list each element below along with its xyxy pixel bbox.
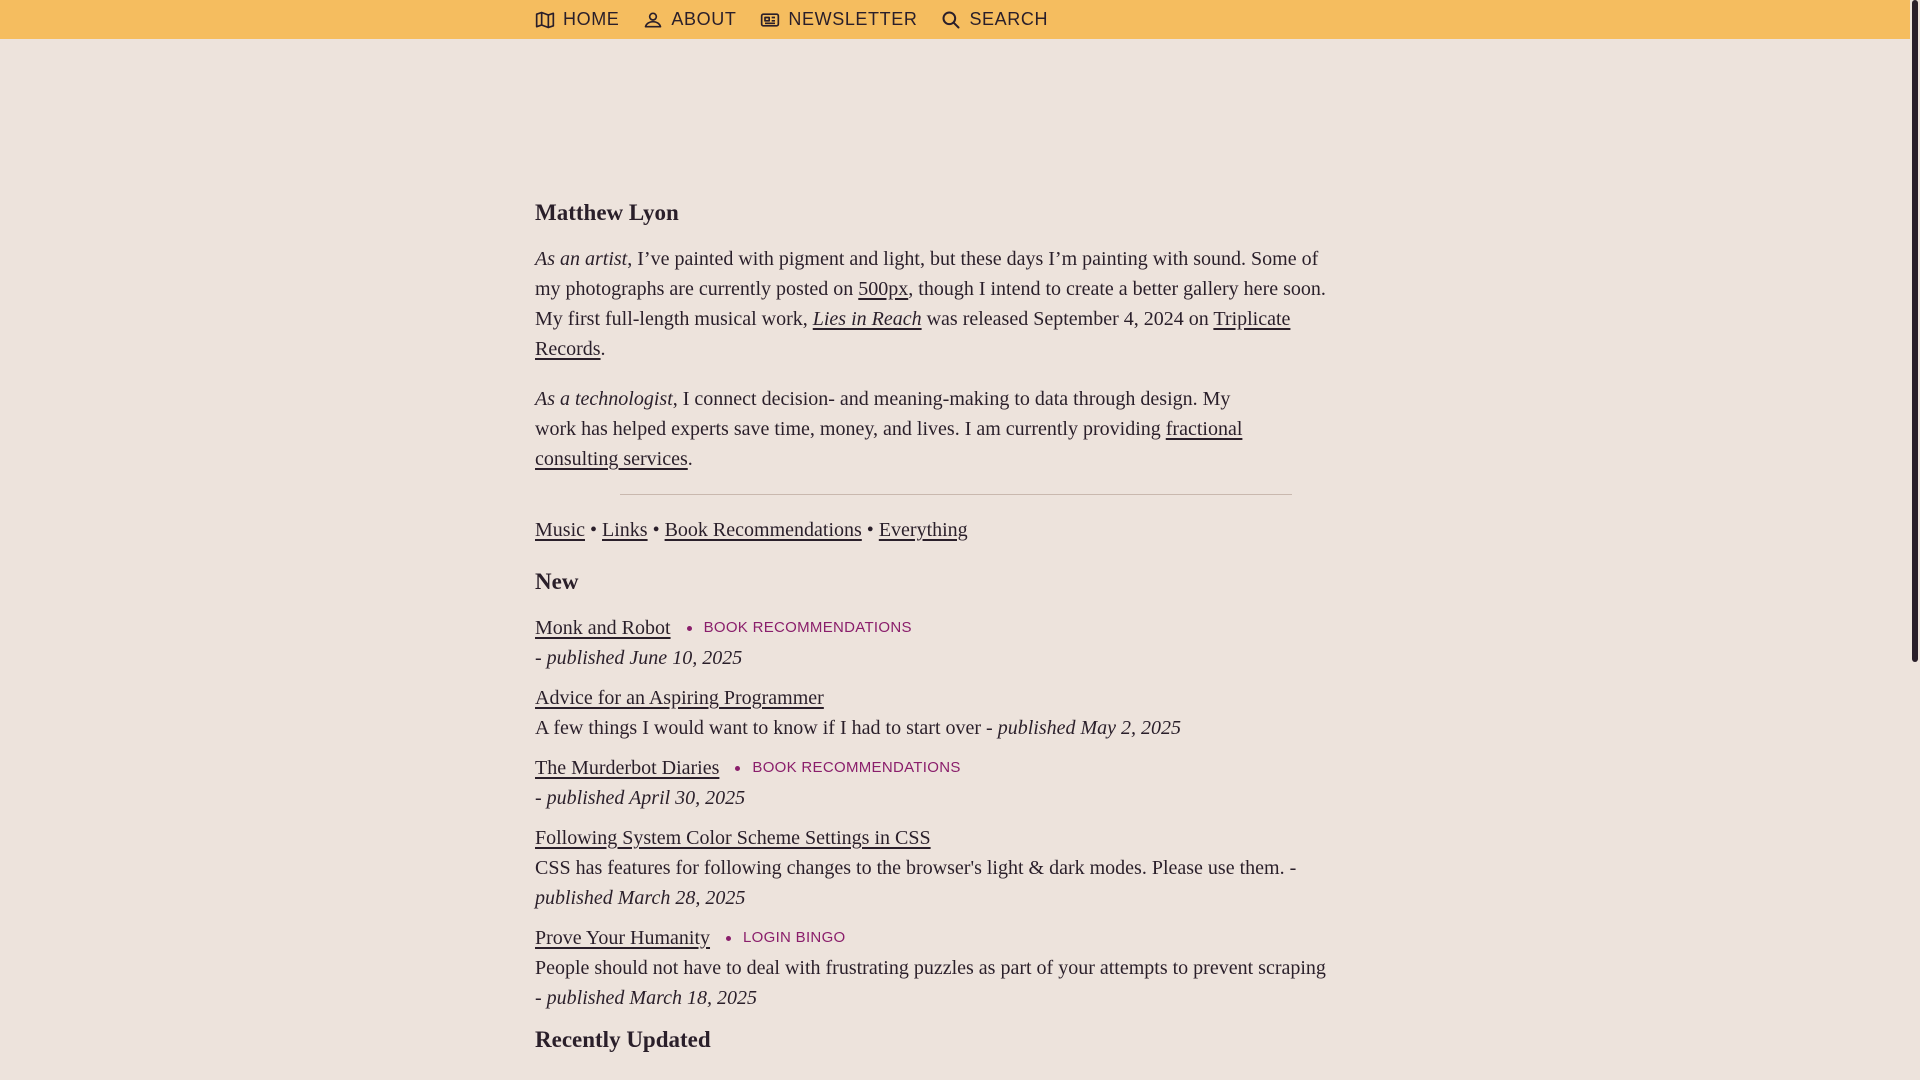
artist-text-2: , though I intend to create a better gallery here soon. My first full-length musical work,: [535, 278, 1326, 330]
post-tag-label: BOOK RECOMMENDATIONS: [752, 759, 961, 776]
main-content: [535, 196, 1335, 1071]
section-link-links[interactable]: Links: [602, 519, 648, 541]
post-summary: People should not have to deal with frustrating puzzles as part of your attempts to prevent scraping: [535, 957, 1326, 979]
scrollbar-thumb[interactable]: [1912, 0, 1918, 662]
section-links: [535, 515, 1335, 545]
post-item: [535, 683, 1335, 743]
artist-lead: As an artist: [535, 248, 628, 270]
recently-updated-heading: Recently Updated: [535, 1027, 711, 1052]
post-item: [535, 613, 1335, 673]
post-title-link[interactable]: Prove Your Humanity: [535, 927, 711, 949]
bullet-icon: [735, 766, 740, 771]
bullet-icon: [726, 936, 731, 941]
separator: •: [585, 519, 603, 541]
post-published: - published June 10, 2025: [535, 647, 743, 669]
post-published: - published April 30, 2025: [535, 787, 746, 809]
post-meta: [535, 853, 1335, 913]
post-title-link[interactable]: Following System Color Scheme Settings in CSS: [535, 827, 931, 849]
post-tag[interactable]: [687, 613, 912, 643]
section-link-music[interactable]: Music: [535, 519, 585, 541]
newspaper-icon: [760, 10, 780, 30]
post-tag[interactable]: [726, 923, 846, 953]
nav-search-label: SEARCH: [969, 9, 1049, 29]
page-title: Matthew Lyon: [535, 200, 679, 225]
post-title-link[interactable]: The Murderbot Diaries: [535, 757, 720, 779]
nav-search[interactable]: [941, 9, 1048, 30]
post-title-link[interactable]: Monk and Robot: [535, 617, 671, 639]
post-meta: [535, 643, 1335, 673]
link-record-label[interactable]: Triplicate Records: [535, 308, 1291, 360]
bullet-icon: [687, 626, 692, 631]
nav-about[interactable]: [643, 9, 736, 30]
map-icon: [535, 10, 555, 30]
post-tag-label: BOOK RECOMMENDATIONS: [703, 619, 912, 636]
divider: [620, 494, 1292, 495]
top-nav-bar: [0, 0, 1910, 39]
artist-text-1: , I’ve painted with pigment and light, but these days I’m painting with sound. Some of my photographs are currently posted on: [535, 248, 1319, 300]
scrollbar[interactable]: [1910, 0, 1920, 1080]
link-consulting[interactable]: fractional consulting services: [535, 418, 1243, 470]
new-heading: New: [535, 569, 579, 594]
post-item: [535, 923, 1335, 1013]
nav-home[interactable]: [535, 9, 619, 30]
section-link-everything[interactable]: Everything: [878, 519, 968, 541]
separator: •: [647, 519, 665, 541]
nav-newsletter[interactable]: [760, 9, 917, 30]
section-link-book-recommendations[interactable]: Book Recommendations: [664, 519, 862, 541]
post-published: - published May 2, 2025: [986, 717, 1182, 739]
post-meta: [535, 713, 1335, 743]
post-tag[interactable]: [735, 753, 960, 783]
post-published: - published March 18, 2025: [535, 987, 758, 1009]
tech-lead: As a technologist: [535, 388, 673, 410]
link-500px[interactable]: 500px: [858, 278, 909, 300]
person-icon: [643, 10, 663, 30]
artist-paragraph: [535, 244, 1335, 364]
post-summary: A few things I would want to know if I had to start over: [535, 717, 987, 739]
nav-home-label: HOME: [563, 9, 620, 29]
artist-text-3: was released September 4, 2024 on: [921, 308, 1214, 330]
search-icon: [941, 10, 961, 30]
nav-about-label: ABOUT: [671, 9, 737, 29]
post-meta: [535, 783, 1335, 813]
post-title-link[interactable]: Advice for an Aspiring Programmer: [535, 687, 824, 709]
post-item: [535, 753, 1335, 813]
post-summary: CSS has features for following changes to the browser's light & dark modes. Please use them.: [535, 857, 1290, 879]
tech-text-2: .: [687, 448, 693, 470]
post-published: - published March 28, 2025: [535, 857, 1297, 909]
separator: •: [861, 519, 879, 541]
main-nav: [535, 0, 1048, 39]
artist-text-4: .: [600, 338, 606, 360]
album-title: Lies in Reach: [812, 308, 922, 330]
link-album[interactable]: [813, 308, 922, 330]
post-item: [535, 823, 1335, 913]
post-tag-label: LOGIN BINGO: [743, 929, 846, 946]
tech-text-1: , I connect decision- and meaning-making to data through design. My work has helped experts save time, money, and lives. I am currently providing: [535, 388, 1231, 440]
post-meta: [535, 953, 1335, 1013]
nav-newsletter-label: NEWSLETTER: [788, 9, 918, 29]
technologist-paragraph: [535, 384, 1265, 474]
